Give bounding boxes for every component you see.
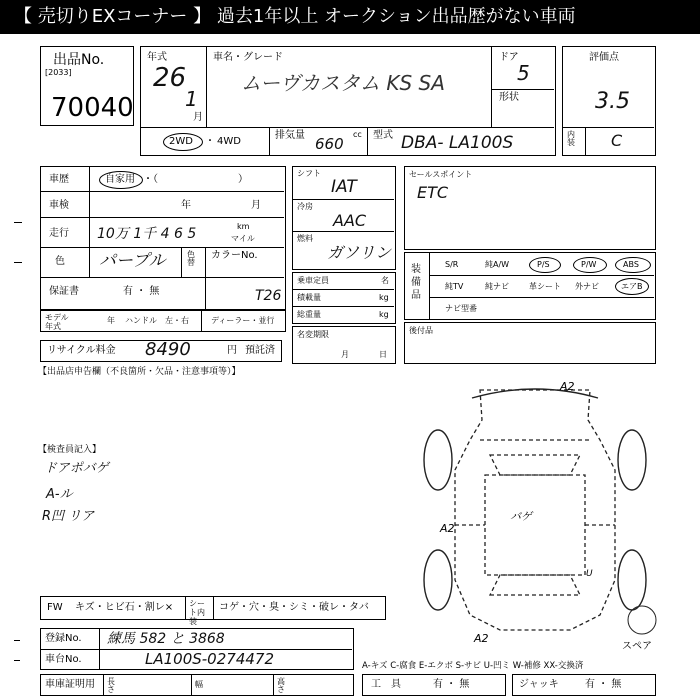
name-change-label: 名変期限	[297, 330, 329, 339]
name-change-day: 日	[379, 350, 387, 359]
damage-mark-right: U	[586, 569, 593, 579]
warranty-label: 保証書	[49, 286, 79, 297]
inspection-year: 年	[181, 200, 191, 211]
drive-sep: ・	[205, 136, 215, 147]
mileage-value: 10万 1千 4 6 5	[97, 226, 197, 242]
color-label: 色	[55, 256, 65, 267]
name-change-month: 月	[341, 350, 349, 359]
lot-box	[40, 46, 134, 126]
drive-4wd: 4WD	[217, 136, 241, 147]
lot-number: 70040	[51, 93, 134, 123]
weights-box	[292, 272, 396, 324]
equip-leather: 革シート	[529, 282, 561, 291]
spare-label: スペア	[622, 641, 652, 652]
front-right-tire	[618, 430, 646, 490]
damage-mark-top: A2	[560, 380, 575, 393]
name-value: ムーヴカスタム KS SA	[241, 71, 445, 95]
rear-left-tire	[424, 550, 452, 610]
color-value: パープル	[99, 251, 166, 271]
model-year-unit: 年	[107, 316, 115, 325]
year-label: 年式	[147, 52, 167, 63]
inspector-label: 【検査員記入】	[38, 445, 102, 455]
interior-label: 内装	[567, 130, 575, 147]
jack-label: ジャッキ	[519, 679, 559, 690]
sales-point-label: セールスポイント	[409, 170, 473, 179]
recycle-label: リサイクル料金	[47, 345, 116, 356]
cert-len: 長さ	[107, 677, 115, 694]
dealer-label: ディーラー・並行	[211, 316, 275, 325]
damage-mark-left: A2	[440, 522, 455, 535]
tools-value: 有 ・ 無	[433, 679, 470, 690]
equip-navi: 純ナビ	[485, 282, 509, 291]
rear-right-tire	[618, 550, 646, 610]
color-no-label: カラーNo.	[211, 250, 258, 261]
inspection-month: 月	[251, 200, 261, 211]
inspector-note-3: R凹 リア	[42, 509, 95, 524]
hole-mark-3	[14, 640, 20, 641]
ac-label: 冷房	[297, 202, 313, 211]
registration-label: 登録No.	[45, 633, 82, 644]
hole-mark-1	[14, 222, 22, 223]
equipment-label: 装備品	[411, 264, 421, 301]
jack-value: 有 ・ 無	[585, 679, 622, 690]
name-change-box	[292, 326, 396, 364]
load-label: 積載量	[297, 293, 321, 302]
car-rear-window	[490, 575, 580, 595]
equip-sr: S/R	[445, 260, 459, 269]
model-value: DBA- LA100S	[401, 133, 514, 153]
chassis-label: 車台No.	[45, 654, 82, 665]
handle-label: ハンドル	[125, 316, 157, 325]
car-outline	[455, 390, 615, 630]
mileage-label: 走行	[49, 228, 69, 239]
capacity-unit: 名	[381, 276, 389, 285]
lot-stamp: [2033]	[45, 68, 72, 77]
shift-label: シフト	[297, 169, 321, 178]
equip-navi-model: ナビ型番	[445, 304, 477, 313]
equip-ps: P/S	[537, 260, 550, 269]
year-value: 26	[153, 63, 187, 93]
car-roof	[485, 475, 585, 575]
fw-label: FW	[47, 602, 63, 613]
car-windshield	[490, 455, 580, 475]
fw-box	[40, 596, 386, 626]
score-box	[562, 46, 656, 156]
damage-mark-bottom: A2	[474, 632, 489, 645]
damage-mark-center: バゲ	[510, 510, 532, 523]
equip-aw: 純A/W	[485, 260, 510, 269]
mileage-mile: マイル	[231, 234, 255, 243]
inspection-label: 車検	[49, 200, 69, 211]
shift-value: IAT	[331, 177, 357, 197]
fuel-value: ガソリン	[327, 243, 392, 262]
inspector-note-2: A-ル	[46, 487, 73, 502]
registration-box	[40, 628, 354, 670]
handle-value: 左・右	[165, 316, 189, 325]
capacity-label: 乗車定員	[297, 276, 329, 285]
doors-value: 5	[517, 61, 530, 85]
sales-point-box	[404, 166, 656, 250]
history-rest: ・（ ）	[143, 174, 248, 185]
hole-mark-4	[14, 660, 20, 661]
cert-label: 車庫証明用	[45, 679, 95, 690]
score-label: 評価点	[589, 52, 619, 63]
gross-label: 総重量	[297, 310, 321, 319]
hole-mark-2	[14, 262, 22, 263]
after-install-box	[404, 322, 656, 364]
cert-width: 幅	[195, 680, 203, 689]
interior-value: C	[611, 131, 623, 150]
equip-abs: ABS	[623, 260, 639, 269]
displacement-value: 660	[315, 135, 344, 153]
recycle-note: 預託済	[245, 345, 275, 356]
header-box	[140, 46, 556, 156]
month-unit: 月	[193, 112, 203, 123]
load-unit: kg	[379, 293, 389, 302]
private-value: 自家用	[105, 174, 135, 185]
front-left-tire	[424, 430, 452, 490]
lot-label: 出品No.	[53, 52, 105, 68]
damage-legend: A-キズ C-腐食 E-エクボ S-サビ U-凹ミ W-補修 XX-交換済	[362, 661, 584, 671]
cert-height: 高さ	[277, 677, 285, 694]
equipment-box	[404, 252, 656, 320]
displacement-unit: cc	[353, 130, 362, 139]
equip-ext-navi: 外ナビ	[575, 282, 599, 291]
doors-label: ドア	[499, 52, 519, 63]
fw-text: キズ・ヒビ石・割レ×	[75, 602, 174, 613]
mileage-km: km	[237, 222, 250, 231]
score-value: 3.5	[595, 89, 630, 114]
recycle-box	[40, 340, 282, 362]
registration-value: 練馬 582 と 3868	[107, 631, 225, 647]
tools-label: 工 具	[371, 679, 401, 690]
recycle-value: 8490	[145, 339, 191, 360]
seller-notes-label: 【出品店申告欄（不良箇所・欠品・注意事項等）】	[38, 367, 241, 377]
equip-tv: 純TV	[445, 282, 464, 291]
color-no-value: T26	[255, 288, 282, 304]
jack-box	[512, 674, 656, 696]
fuel-label: 燃料	[297, 234, 313, 243]
after-install-label: 後付品	[409, 326, 433, 335]
equip-pw: P/W	[581, 260, 597, 269]
warranty-value: 有 ・ 無	[123, 286, 160, 297]
seat-label: シート内装	[189, 599, 205, 626]
sales-point-value: ETC	[417, 183, 449, 202]
banner: 【 売切りEXコーナー 】 過去1年以上 オークション出品歴がない車両	[0, 0, 700, 34]
car-diagram	[410, 380, 660, 650]
mid-box	[292, 166, 396, 270]
recycle-unit: 円	[227, 345, 237, 356]
ac-value: AAC	[333, 211, 367, 230]
gross-unit: kg	[379, 310, 389, 319]
cert-box	[40, 674, 354, 696]
chassis-value: LA100S-0274472	[145, 650, 274, 668]
history-label: 車歴	[49, 174, 69, 185]
drive-2wd: 2WD	[169, 136, 193, 147]
name-label: 車名・グレード	[213, 52, 283, 63]
inspector-note-1: ドアポバゲ	[44, 461, 109, 476]
history-box	[40, 166, 286, 310]
shape-label: 形状	[499, 92, 519, 103]
displacement-label: 排気量	[275, 130, 305, 141]
tools-box	[362, 674, 506, 696]
model-year-label: モデル年式	[45, 313, 69, 331]
color-change: 色替	[187, 250, 195, 267]
equip-airbag: エアB	[621, 282, 643, 291]
model-year-box	[40, 310, 286, 332]
month-value: 1	[185, 87, 198, 111]
model-label: 型式	[373, 130, 393, 141]
spare-tire	[628, 606, 656, 634]
seat-text: コゲ・穴・臭・シミ・破レ・タバ	[219, 602, 369, 613]
